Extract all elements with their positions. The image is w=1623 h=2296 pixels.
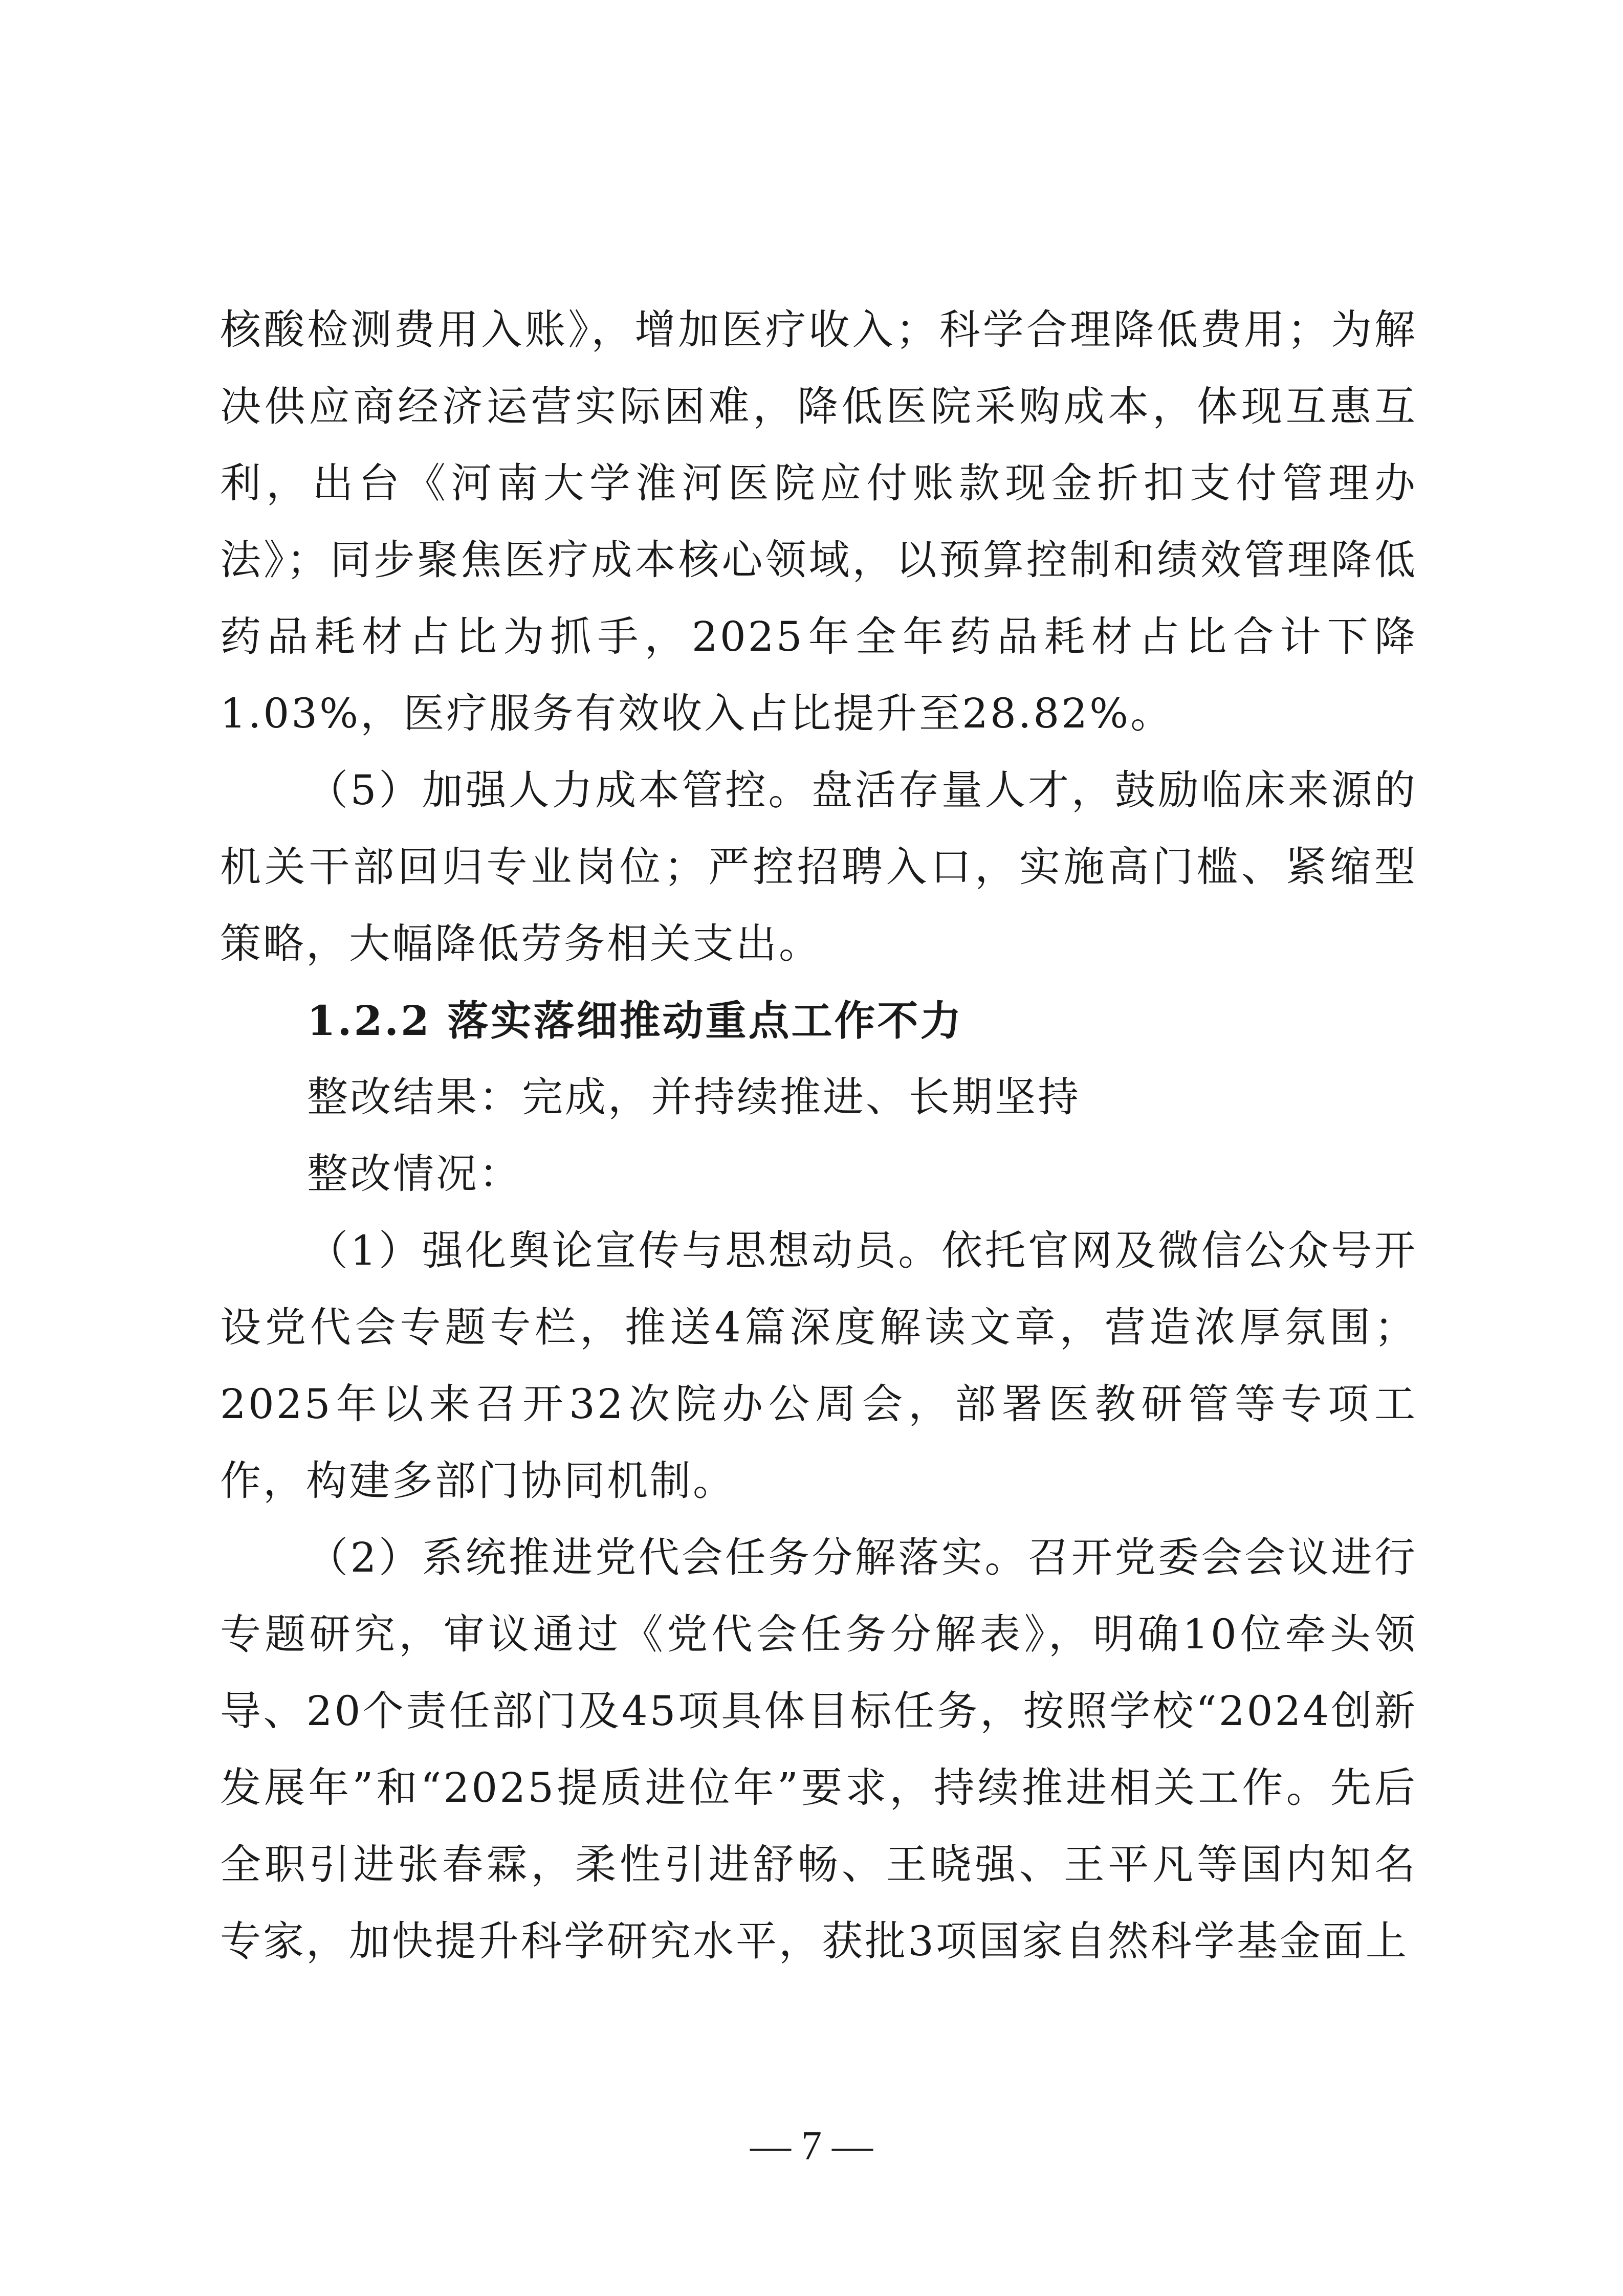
paragraph-rectification-status-label: 整改情况： [307,1150,522,1198]
paragraph-task-decomposition: （2）系统推进党代会任务分解落实。召开党委会会议进行专题研究，审议通过《党代会任务分解表》，明确10位牵头领导、20个责任部门及45项具体目标任务，按照学校“2024创新发展年”和“2025提质进位年”要求，持续推进相关工作。先后全职引进张春霖，柔性引进舒畅、王晓强、王平凡等国内知名专家，加快提升科学研究水平，获批3项国家自然科学基金面上 [220,1534,1417,1965]
paragraph-rectification-result: 整改结果：完成，并持续推进、长期坚持 [307,1073,1081,1121]
document-body [220,292,1417,1980]
paragraph-hr-cost-control: （5）加强人力成本管控。盘活存量人才，鼓励临床来源的机关干部回归专业岗位；严控招聘入口，实施高门槛、紧缩型策略，大幅降低劳务相关支出。 [220,766,1417,967]
paragraph-cost-control-continuation: 核酸检测费用入账》，增加医疗收入；科学合理降低费用；为解决供应商经济运营实际困难，降低医院采购成本，体现互惠互利，出台《河南大学淮河医院应付账款现金折扣支付管理办法》；同步聚焦医疗成本核心领域，以预算控制和绩效管理降低药品耗材占比为抓手，2025年全年药品耗材占比合计下降1.03%，医疗服务有效收入占比提升至28.82%。 [220,306,1417,737]
page-number: — 7 — [750,2124,873,2169]
section-heading-1-2-2: 1.2.2 落实落细推动重点工作不力 [307,997,963,1045]
paragraph-publicity-mobilization: （1）强化舆论宣传与思想动员。依托官网及微信公众号开设党代会专题专栏，推送4篇深度解读文章，营造浓厚氛围；2025年以来召开32次院办公周会，部署医教研管等专项工作，构建多部门协同机制。 [220,1227,1417,1505]
